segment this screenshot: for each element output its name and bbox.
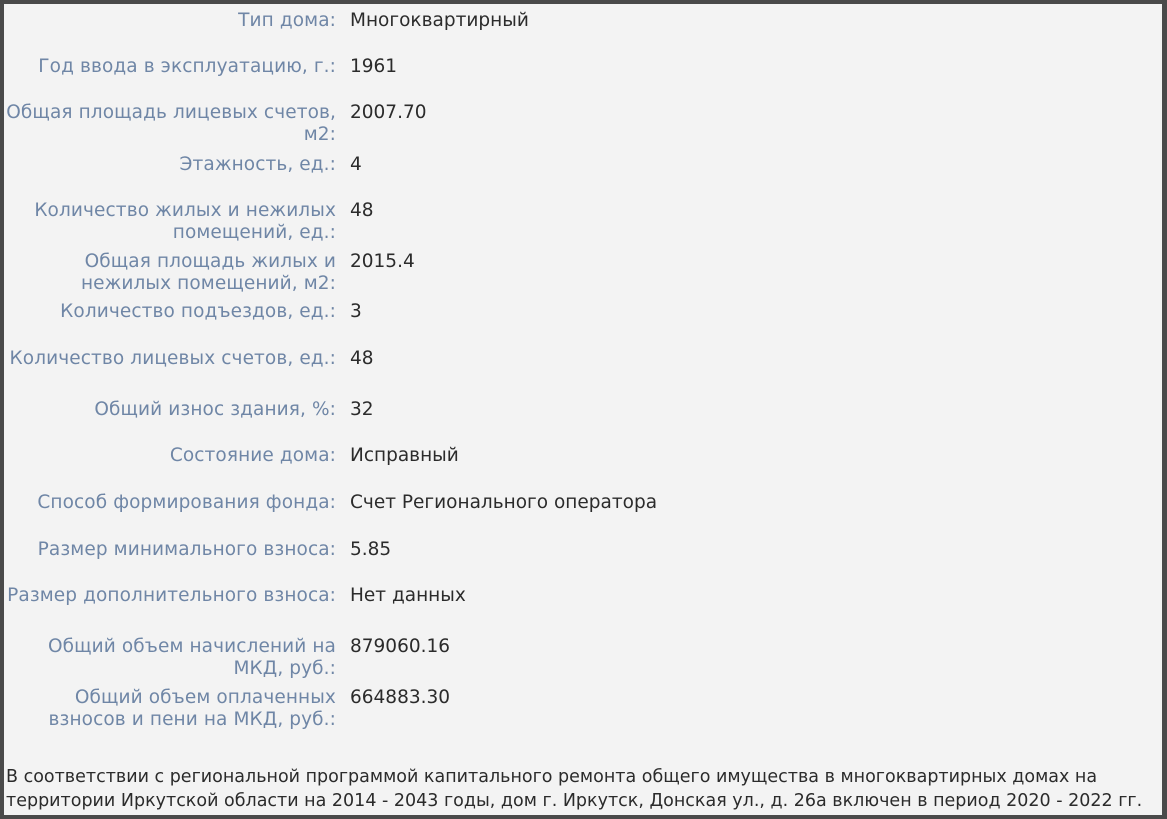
detail-value: 5.85 (350, 539, 392, 560)
detail-value: 32 (350, 399, 374, 420)
detail-value: 664883.30 (350, 687, 451, 708)
detail-value: Исправный (350, 445, 459, 466)
detail-label: Общий объем начислений на МКД, руб.: (47, 636, 336, 679)
detail-label: Способ формирования фонда: (37, 492, 336, 513)
detail-value: Счет Регионального оператора (350, 492, 658, 513)
detail-value: 879060.16 (350, 636, 451, 657)
detail-label: Количество подъездов, ед.: (60, 301, 336, 322)
detail-label: Общий объем оплаченных взносов и пени на МКД, руб.: (48, 687, 336, 730)
detail-label: Количество жилых и нежилых помещений, ед.: (34, 200, 336, 243)
detail-value: 48 (350, 200, 374, 221)
detail-label: Состояние дома: (169, 445, 336, 466)
detail-value: 2007.70 (350, 102, 427, 123)
detail-value: 3 (350, 301, 362, 322)
detail-label: Количество лицевых счетов, ед.: (9, 348, 336, 369)
detail-value: 1961 (350, 56, 398, 77)
detail-value: 2015.4 (350, 251, 415, 272)
house-info-panel (4, 4, 1162, 815)
detail-label: Общая площадь жилых и нежилых помещений, м2: (80, 251, 336, 294)
detail-value: 48 (350, 348, 374, 369)
detail-value: Нет данных (350, 585, 466, 606)
detail-label: Этажность, ед.: (179, 154, 336, 175)
detail-label: Тип дома: (238, 10, 336, 31)
detail-value: Многоквартирный (350, 10, 529, 31)
detail-label: Общий износ здания, %: (94, 399, 336, 420)
detail-label: Общая площадь лицевых счетов, м2: (6, 102, 336, 145)
detail-label: Размер минимального взноса: (37, 539, 336, 560)
detail-label: Размер дополнительного взноса: (7, 585, 336, 606)
detail-value: 4 (350, 154, 362, 175)
program-inclusion-note: В соответствии с региональной программой капитального ремонта общего имущества в многоквартирных домах на территории Иркутской области на 2014 - 2043 годы, дом г. Иркутск, Донская ул., д. 26а включен в период 2020 - 2022 гг. (6, 767, 1143, 811)
detail-label: Год ввода в эксплуатацию, г.: (38, 56, 336, 77)
